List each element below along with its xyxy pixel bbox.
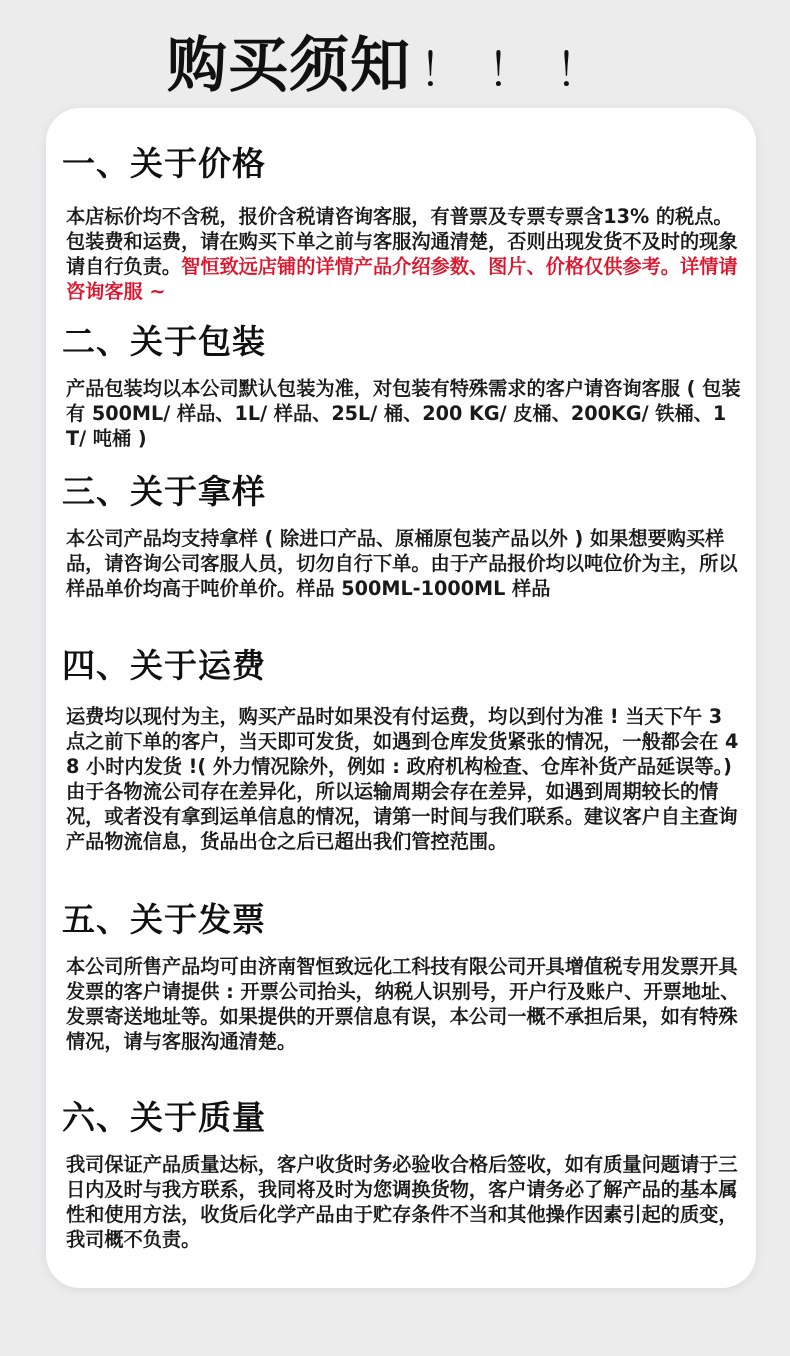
page-title bbox=[0, 18, 790, 104]
section-body-highlight: 智恒致远店铺的详情产品介绍参数、图片、价格仅供参考。详情请咨询客服 ~ bbox=[66, 255, 738, 303]
section-body: 运费均以现付为主，购买产品时如果没有付运费，均以到付为准 ! 当天下午 3 点之前下单的客户，当天即可发货，如遇到仓库发货紧张的情况，一般都会在 48 小时内发货 !( 外力情况除外，例如 : 政府机构检查、仓库补货产品延误等。) 由于各物流公司存在差异化，所以运输周期会存在差异，如遇到周期较长的情况，或者没有拿到运单信息的情况，请第一时间与我们联系。建议客户自主查询产品物流信息，货品出仓之后已超出我们管控范围。 bbox=[66, 705, 739, 853]
section-heading: 三、关于拿样 bbox=[62, 472, 266, 511]
section-body: 本公司所售产品均可由济南智恒致远化工科技有限公司开具增值税专用发票开具发票的客户请提供 : 开票公司抬头，纳税人识别号，开户行及账户、开票地址、发票寄送地址等。如果提供的开票信息有误，本公司一概不承担后果，如有特殊情况，请与客服沟通清楚。 bbox=[66, 955, 740, 1053]
section-heading: 六、关于质量 bbox=[62, 1098, 266, 1137]
section-heading: 四、关于运费 bbox=[62, 646, 266, 685]
section-body: 产品包装均以本公司默认包装为准，对包装有特殊需求的客户请咨询客服 ( 包装有 500ML/ 样品、1L/ 样品、25L/ 桶、200 KG/ 皮桶、200KG/ 铁桶、1T/ 吨桶 ) bbox=[66, 377, 741, 450]
section-heading: 一、关于价格 bbox=[62, 144, 266, 183]
section-heading: 二、关于包装 bbox=[62, 322, 266, 361]
page-title-exclamations: ！！！ bbox=[419, 43, 623, 97]
notice-card bbox=[46, 108, 756, 1288]
section-body: 本公司产品均支持拿样 ( 除进口产品、原桶原包装产品以外 ) 如果想要购买样品，请咨询公司客服人员，切勿自行下单。由于产品报价均以吨位价为主，所以样品单价均高于吨价单价。样品 500ML-1000ML 样品 bbox=[66, 527, 738, 600]
section-heading: 五、关于发票 bbox=[62, 900, 266, 939]
section-body bbox=[66, 204, 746, 304]
page-title-text: 购买须知 bbox=[167, 31, 411, 101]
section-body-text: 本店标价均不含税，报价含税请咨询客服，有普票及专票专票含13% 的税点。包装费和运费，请在购买下单之前与客服沟通清楚，否则出现发货不及时的现象请自行负责。 bbox=[66, 205, 738, 278]
section-body: 我司保证产品质量达标，客户收货时务必验收合格后签收，如有质量问题请于三日内及时与我方联系，我同将及时为您调换货物，客户请务必了解产品的基本属性和使用方法，收货后化学产品由于贮存条件不当和其他操作因素引起的质变，我司概不负责。 bbox=[66, 1153, 738, 1251]
